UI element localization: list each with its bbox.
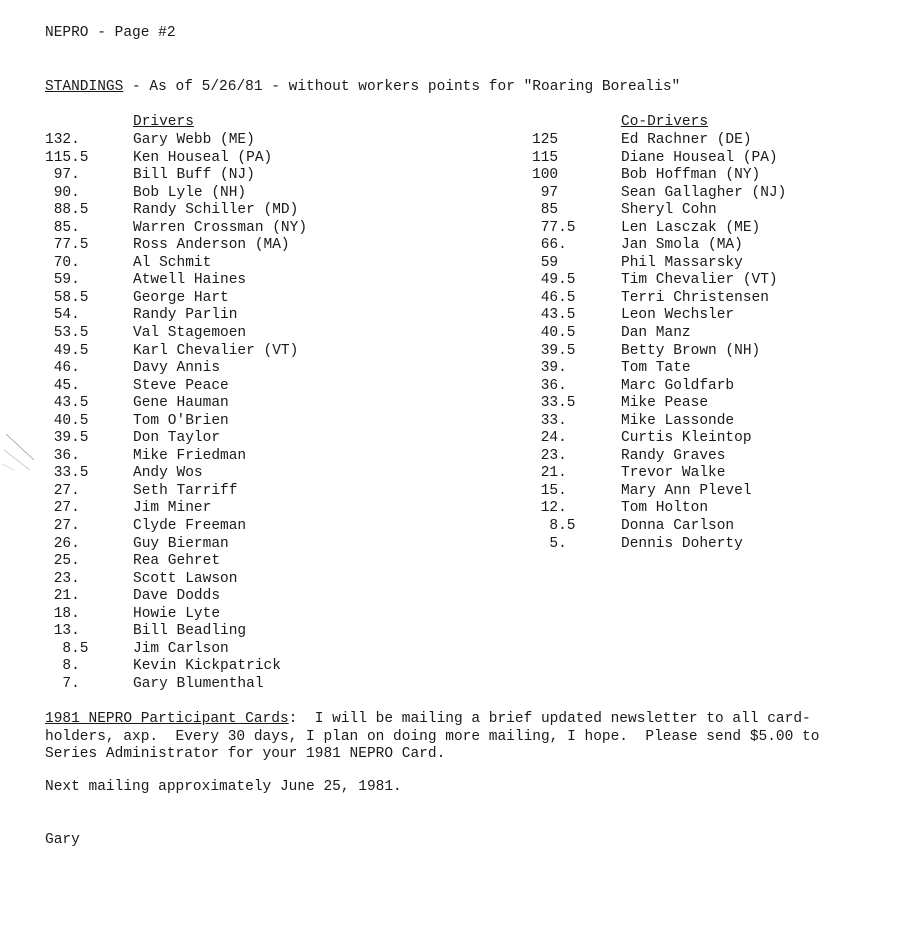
driver-name: Jim Miner <box>133 500 212 517</box>
co-driver-points: 100 <box>532 167 559 184</box>
driver-name: Guy Bierman <box>133 535 229 552</box>
driver-row <box>45 395 465 413</box>
driver-name: Rea Gehret <box>133 553 221 570</box>
driver-name: Warren Crossman (NY) <box>133 219 308 236</box>
driver-name: Randy Schiller (MD) <box>133 202 299 219</box>
co-driver-points: 33.5 <box>532 395 576 412</box>
driver-points: 88.5 <box>45 202 89 219</box>
co-drivers-list <box>532 132 862 553</box>
driver-points: 85. <box>45 219 80 236</box>
co-driver-name: Terri Christensen <box>621 289 769 306</box>
co-driver-row <box>532 255 862 273</box>
co-driver-row <box>532 465 862 483</box>
driver-points: 27. <box>45 482 80 499</box>
co-driver-name: Sean Gallagher (NJ) <box>621 184 787 201</box>
driver-row <box>45 588 465 606</box>
co-driver-points: 59 <box>532 254 559 271</box>
driver-points: 90. <box>45 184 80 201</box>
driver-points: 27. <box>45 518 80 535</box>
co-driver-points: 97 <box>532 184 559 201</box>
driver-name: Val Stagemoen <box>133 325 247 342</box>
driver-points: 115.5 <box>45 149 89 166</box>
co-driver-points: 23. <box>532 447 567 464</box>
driver-name: Gary Blumenthal <box>133 675 264 692</box>
co-driver-points: 24. <box>532 430 567 447</box>
driver-name: Kevin Kickpatrick <box>133 658 281 675</box>
driver-row <box>45 272 465 290</box>
co-driver-row <box>532 395 862 413</box>
co-driver-name: Mike Pease <box>621 395 709 412</box>
driver-name: Clyde Freeman <box>133 518 247 535</box>
co-driver-name: Tom Tate <box>621 360 691 377</box>
co-driver-points: 5. <box>532 535 567 552</box>
co-drivers-heading: Co-Drivers <box>621 114 709 130</box>
co-driver-points: 12. <box>532 500 567 517</box>
co-driver-name: Jan Smola (MA) <box>621 237 743 254</box>
co-driver-row <box>532 518 862 536</box>
driver-points: 45. <box>45 377 80 394</box>
driver-name: Tom O'Brien <box>133 412 229 429</box>
driver-points: 132. <box>45 132 80 148</box>
co-driver-name: Dennis Doherty <box>621 535 743 552</box>
co-driver-points: 125 <box>532 132 559 148</box>
co-driver-name: Diane Houseal (PA) <box>621 149 778 166</box>
driver-name: Jim Carlson <box>133 640 229 657</box>
co-driver-points: 49.5 <box>532 272 576 289</box>
driver-points: 53.5 <box>45 325 89 342</box>
co-driver-points: 15. <box>532 482 567 499</box>
driver-row <box>45 202 465 220</box>
driver-row <box>45 307 465 325</box>
co-driver-name: Tim Chevalier (VT) <box>621 272 778 289</box>
driver-points: 13. <box>45 623 80 640</box>
driver-name: Ross Anderson (MA) <box>133 237 290 254</box>
driver-points: 58.5 <box>45 289 89 306</box>
co-driver-points: 85 <box>532 202 559 219</box>
co-driver-row <box>532 500 862 518</box>
driver-name: Atwell Haines <box>133 272 247 289</box>
co-driver-row <box>532 378 862 396</box>
co-driver-points: 46.5 <box>532 289 576 306</box>
co-driver-row <box>532 220 862 238</box>
co-driver-name: Phil Massarsky <box>621 254 743 271</box>
co-driver-points: 8.5 <box>532 518 576 535</box>
co-driver-points: 39. <box>532 360 567 377</box>
driver-row <box>45 465 465 483</box>
co-driver-name: Tom Holton <box>621 500 709 517</box>
participant-cards-paragraph <box>45 711 819 764</box>
driver-name: Bob Lyle (NH) <box>133 184 247 201</box>
driver-name: Bill Buff (NJ) <box>133 167 255 184</box>
co-driver-row <box>532 272 862 290</box>
driver-name: Davy Annis <box>133 360 221 377</box>
co-driver-points: 77.5 <box>532 219 576 236</box>
driver-name: Al Schmit <box>133 254 212 271</box>
driver-points: 26. <box>45 535 80 552</box>
co-driver-points: 36. <box>532 377 567 394</box>
drivers-list <box>45 132 465 694</box>
driver-row <box>45 360 465 378</box>
co-driver-name: Randy Graves <box>621 447 726 464</box>
driver-points: 36. <box>45 447 80 464</box>
driver-name: Ken Houseal (PA) <box>133 149 273 166</box>
co-driver-row <box>532 237 862 255</box>
next-mailing-note: Next mailing approximately June 25, 1981. <box>45 779 402 795</box>
signature: Gary <box>45 832 80 848</box>
co-driver-name: Ed Rachner (DE) <box>621 132 752 148</box>
driver-name: Scott Lawson <box>133 570 238 587</box>
co-driver-row <box>532 325 862 343</box>
co-driver-points: 39.5 <box>532 342 576 359</box>
driver-points: 25. <box>45 553 80 570</box>
driver-name: Andy Wos <box>133 465 203 482</box>
co-driver-points: 21. <box>532 465 567 482</box>
co-driver-row <box>532 536 862 554</box>
driver-row <box>45 413 465 431</box>
driver-row <box>45 167 465 185</box>
driver-row <box>45 606 465 624</box>
page-header: NEPRO - Page #2 <box>45 25 176 41</box>
co-driver-name: Marc Goldfarb <box>621 377 735 394</box>
co-driver-row <box>532 290 862 308</box>
driver-row <box>45 553 465 571</box>
driver-row <box>45 658 465 676</box>
standings-line <box>45 79 680 97</box>
participant-cards-line1: : I will be mailing a brief updated newsletter to all card- <box>288 711 811 727</box>
driver-row <box>45 255 465 273</box>
driver-name: Gene Hauman <box>133 395 229 412</box>
driver-row <box>45 150 465 168</box>
driver-points: 21. <box>45 588 80 605</box>
driver-row <box>45 220 465 238</box>
driver-row <box>45 378 465 396</box>
co-driver-points: 66. <box>532 237 567 254</box>
driver-name: Randy Parlin <box>133 307 238 324</box>
driver-name: George Hart <box>133 289 229 306</box>
participant-cards-label: 1981 NEPRO Participant Cards <box>45 711 289 727</box>
co-driver-name: Trevor Walke <box>621 465 726 482</box>
driver-row <box>45 325 465 343</box>
driver-points: 97. <box>45 167 80 184</box>
driver-row <box>45 518 465 536</box>
co-driver-row <box>532 202 862 220</box>
driver-points: 59. <box>45 272 80 289</box>
co-driver-row <box>532 185 862 203</box>
driver-points: 23. <box>45 570 80 587</box>
driver-points: 43.5 <box>45 395 89 412</box>
driver-name: Karl Chevalier (VT) <box>133 342 299 359</box>
co-driver-name: Betty Brown (NH) <box>621 342 761 359</box>
co-driver-points: 43.5 <box>532 307 576 324</box>
driver-row <box>45 290 465 308</box>
co-driver-name: Sheryl Cohn <box>621 202 717 219</box>
co-driver-name: Mary Ann Plevel <box>621 482 752 499</box>
driver-row <box>45 483 465 501</box>
co-driver-name: Dan Manz <box>621 325 691 342</box>
driver-row <box>45 500 465 518</box>
margin-pencil-marks <box>0 420 40 490</box>
co-driver-name: Curtis Kleintop <box>621 430 752 447</box>
driver-row <box>45 448 465 466</box>
driver-points: 27. <box>45 500 80 517</box>
driver-points: 39.5 <box>45 430 89 447</box>
driver-points: 8. <box>45 658 80 675</box>
driver-name: Mike Friedman <box>133 447 247 464</box>
driver-points: 49.5 <box>45 342 89 359</box>
co-driver-row <box>532 430 862 448</box>
co-driver-name: Len Lasczak (ME) <box>621 219 761 236</box>
driver-points: 46. <box>45 360 80 377</box>
co-driver-points: 40.5 <box>532 325 576 342</box>
participant-cards-line2: holders, axp. Every 30 days, I plan on doing more mailing, I hope. Please send $5.00 to <box>45 728 820 745</box>
co-driver-row <box>532 448 862 466</box>
drivers-heading: Drivers <box>133 114 194 130</box>
driver-row <box>45 237 465 255</box>
co-driver-points: 33. <box>532 412 567 429</box>
driver-row <box>45 132 465 150</box>
co-driver-row <box>532 307 862 325</box>
driver-points: 70. <box>45 254 80 271</box>
driver-name: Seth Tarriff <box>133 482 238 499</box>
driver-name: Steve Peace <box>133 377 229 394</box>
co-driver-name: Bob Hoffman (NY) <box>621 167 761 184</box>
driver-row <box>45 571 465 589</box>
driver-row <box>45 343 465 361</box>
driver-row <box>45 676 465 694</box>
driver-points: 77.5 <box>45 237 89 254</box>
co-driver-points: 115 <box>532 149 559 166</box>
driver-name: Howie Lyte <box>133 605 221 622</box>
driver-points: 18. <box>45 605 80 622</box>
driver-name: Dave Dodds <box>133 588 221 605</box>
co-driver-row <box>532 167 862 185</box>
co-driver-row <box>532 413 862 431</box>
driver-points: 54. <box>45 307 80 324</box>
co-driver-name: Mike Lassonde <box>621 412 735 429</box>
driver-name: Don Taylor <box>133 430 221 447</box>
co-driver-row <box>532 150 862 168</box>
driver-row <box>45 430 465 448</box>
driver-points: 7. <box>45 675 80 692</box>
standings-description: - As of 5/26/81 - without workers points for "Roaring Borealis" <box>123 79 681 95</box>
driver-points: 40.5 <box>45 412 89 429</box>
driver-name: Gary Webb (ME) <box>133 132 255 148</box>
co-driver-name: Donna Carlson <box>621 518 735 535</box>
driver-points: 33.5 <box>45 465 89 482</box>
co-driver-row <box>532 483 862 501</box>
co-driver-row <box>532 132 862 150</box>
participant-cards-line3: Series Administrator for your 1981 NEPRO Card. <box>45 746 446 762</box>
driver-points: 8.5 <box>45 640 89 657</box>
driver-name: Bill Beadling <box>133 623 247 640</box>
co-driver-name: Leon Wechsler <box>621 307 735 324</box>
driver-row <box>45 185 465 203</box>
driver-row <box>45 641 465 659</box>
standings-label: STANDINGS <box>45 79 124 95</box>
co-driver-row <box>532 343 862 361</box>
driver-row <box>45 623 465 641</box>
driver-row <box>45 536 465 554</box>
co-driver-row <box>532 360 862 378</box>
